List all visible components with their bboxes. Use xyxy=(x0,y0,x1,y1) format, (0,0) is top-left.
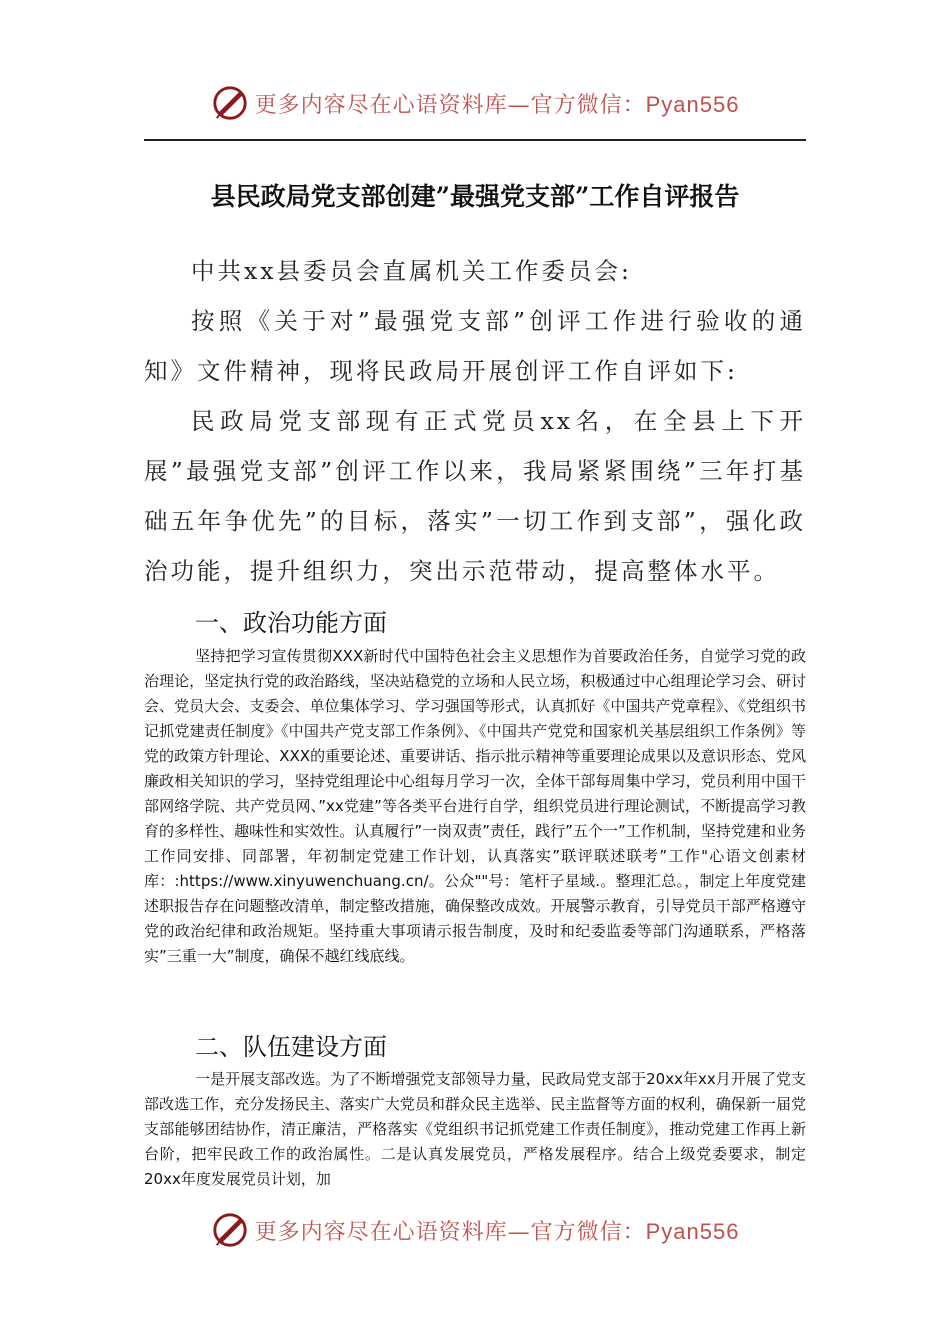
brand-slogan: 更多内容尽在心语资料库—官方微信： xyxy=(254,92,646,118)
section-2-heading: 二、队伍建设方面 xyxy=(195,1033,387,1061)
intro-paragraph-1: 按照《关于对”最强党支部”创评工作进行验收的通知》文件精神，现将民政局开展创评工作自评如下: xyxy=(144,307,806,385)
footer-brand xyxy=(0,1211,950,1249)
section-2-paragraph: 一是开展支部改选。为了不断增强党支部领导力量，民政局党支部于20xx年xx月开展了党支部改选工作，充分发扬民主、落实广大党员和群众民主选举、民主监督等方面的权利，确保新一届党支部能够团结协作，清正廉洁，严格落实《党组织书记抓党建工作责任制度》，推动党建工作再上新台阶，把牢民政工作的政治属性。二是认真发展党员，严格发展程序。结合上级党委要求，制定20xx年度发展党员计划，加 xyxy=(144,1070,806,1188)
section-1-heading: 一、政治功能方面 xyxy=(195,609,387,637)
intro-block xyxy=(144,246,806,596)
brand-text xyxy=(255,88,740,119)
header-brand xyxy=(0,84,950,122)
brand-text xyxy=(255,1215,740,1246)
intro-paragraph-2: 民政局党支部现有正式党员xx名，在全县上下开展”最强党支部”创评工作以来，我局紧紧围绕”三年打基础五年争优先”的目标，落实”一切工作到支部”，强化政治功能，提升组织力，突出示范带动，提高整体水平。 xyxy=(144,407,806,585)
salutation: 中共xx县委员会直属机关工作委员会: xyxy=(191,257,632,285)
document-title: 县民政局党支部创建”最强党支部”工作自评报告 xyxy=(210,182,740,211)
section-1-body xyxy=(144,644,806,969)
wechat-id: Pyan556 xyxy=(645,91,740,117)
quill-logo-icon xyxy=(211,84,249,122)
wechat-id: Pyan556 xyxy=(645,1218,740,1244)
brand-slogan: 更多内容尽在心语资料库—官方微信： xyxy=(254,1219,646,1245)
header-divider xyxy=(144,139,806,141)
quill-logo-icon xyxy=(211,1211,249,1249)
section-2-body xyxy=(144,1067,806,1193)
section-1-paragraph: 坚持把学习宣传贯彻XXX新时代中国特色社会主义思想作为首要政治任务，自觉学习党的政治理论，坚定执行党的政治路线，坚决站稳党的立场和人民立场，积极通过中心组理论学习会、研讨会、党员大会、支委会、单位集体学习、学习强国等形式，认真抓好《中国共产党章程》、《党组织书记抓党建责任制度》《中国共产党支部工作条例》、《中国共产党党和国家机关基层组织工作条例》等党的政策方针理论、XXX的重要论述、重要讲话、指示批示精神等重要理论成果以及意识形态、党风廉政相关知识的学习，坚持党组理论中心组每月学习一次，全体干部每周集中学习，党员利用中国干部网络学院、共产党员网、”xx党建”等各类平台进行自学，组织党员进行理论测试，不断提高学习教育的多样性、趣味性和实效性。认真履行”一岗双责”责任，践行”五个一”工作机制，坚持党建和业务工作同安排、同部署，年初制定党建工作计划，认真落实”联评联述联考”工作"心语文创素材库：:https://www.xinyuwenchuang.cn/。公众""号：笔杆子星域.。整理汇总。，制定上年度党建述职报告存在问题整改清单，制定整改措施，确保整改成效。开展警示教育，引导党员干部严格遵守党的政治纪律和政治规矩。坚持重大事项请示报告制度，及时和纪委监委等部门沟通联系，严格落实”三重一大”制度，确保不越红线底线。 xyxy=(144,647,806,965)
